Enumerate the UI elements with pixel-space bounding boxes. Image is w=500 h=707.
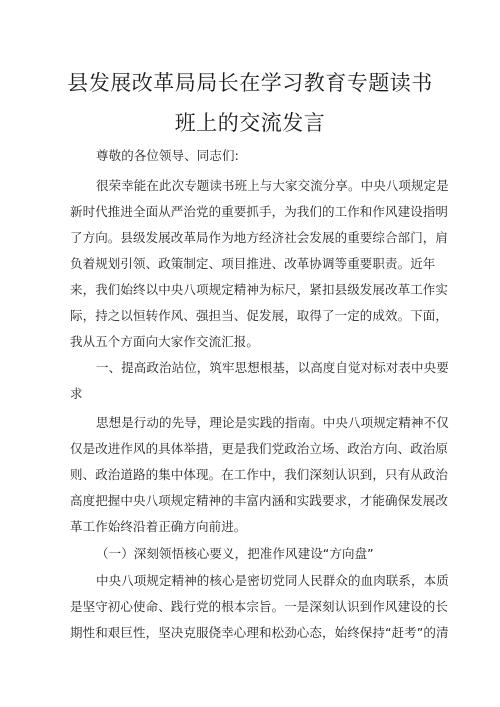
greeting: 尊敬的各位领导、同志们: — [96, 148, 239, 163]
subsection-heading: （一）深刻领悟核心要义，把准作风建设“方向盘” — [96, 546, 374, 561]
paragraph-line: 高度把握中央八项规定精神的丰富内涵和实践要求，才能确保发展改 — [70, 493, 449, 508]
paragraph-line: 思想是行动的先导，理论是实践的指南。中央八项规定精神不仅 — [96, 415, 449, 430]
paragraph-line: 是坚守初心使命、践行党的根本宗旨。一是深刻认识到作风建设的长 — [70, 599, 449, 614]
paragraph-line: 负着规划引领、政策制定、项目推进、改革协调等重要职责。近年 — [70, 256, 436, 271]
paragraph-line: 很荣幸能在此次专题读书班上与大家交流分享。中央八项规定是 — [96, 178, 449, 193]
paragraph-line: 来，我们始终以中央八项规定精神为标尺，紧扣县级发展改革工作实 — [70, 282, 449, 297]
paragraph-line: 则、政治道路的集中体现。在工作中，我们深刻认识到，只有从政治 — [70, 467, 449, 482]
section-heading-line: 求 — [70, 386, 83, 401]
paragraph-line: 我从五个方面向大家作交流汇报。 — [70, 334, 260, 349]
paragraph-line: 新时代推进全面从严治党的重要抓手，为我们的工作和作风建设指明 — [70, 204, 449, 219]
paragraph-line: 革工作始终沿着正确方向前进。 — [70, 519, 247, 534]
paragraph-line: 期性和艰巨性，坚决克服侥幸心理和松劲心态，始终保持“赶考”的清 — [70, 625, 449, 640]
paragraph-line: 中央八项规定精神的核心是密切党同人民群众的血肉联系，本质 — [96, 573, 449, 588]
paragraph-line: 仅是改进作风的具体举措，更是我们党政治立场、政治方向、政治原 — [70, 441, 449, 456]
section-heading-line: 一、提高政治站位，筑牢思想根基，以高度自觉对标对表中央要 — [96, 360, 449, 375]
document-title-line-2: 班上的交流发言 — [174, 111, 326, 135]
paragraph-line: 了方向。县级发展改革局作为地方经济社会发展的重要综合部门，肩 — [70, 230, 449, 245]
paragraph-line: 际，持之以恒转作风、强担当、促发展，取得了一定的成效。下面， — [70, 308, 449, 323]
document-title-line-1: 县发展改革局局长在学习教育专题读书 — [67, 71, 433, 95]
